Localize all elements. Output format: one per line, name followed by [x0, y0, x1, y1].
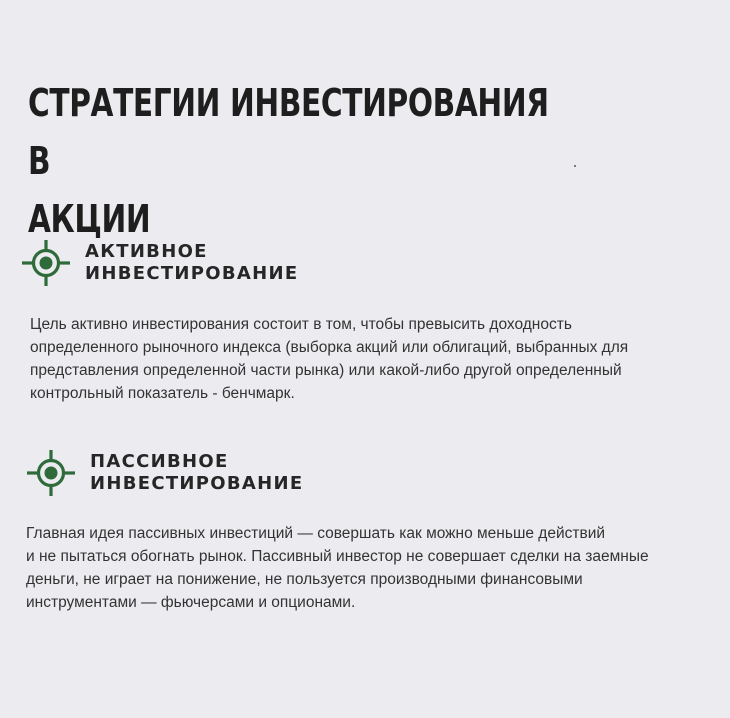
section-title-line-2: ИНВЕСТИРОВАНИЕ	[90, 473, 304, 494]
section-active-text	[30, 313, 710, 405]
text-line: Главная идея пассивных инвестиций — совершать как можно меньше действий	[26, 525, 606, 542]
page-title	[28, 74, 558, 248]
text-line: Цель активно инвестирования состоит в том, чтобы превысить доходность	[30, 316, 572, 333]
section-passive-header	[26, 448, 303, 498]
section-passive-text	[26, 522, 706, 614]
section-title-line-1: ПАССИВНОЕ	[90, 451, 229, 472]
text-line: представления определенной части рынка) или какой-либо другой определенный	[30, 362, 622, 379]
section-title-line-1: АКТИВНОЕ	[85, 241, 208, 262]
section-active-title	[85, 241, 298, 285]
text-line: и не пытаться обогнать рынок. Пассивный инвестор не совершает сделки на заемные	[26, 548, 649, 565]
text-line: деньги, не играет на понижение, не пользуется производными финансовыми	[26, 571, 583, 588]
section-title-line-2: ИНВЕСТИРОВАНИЕ	[85, 263, 299, 284]
text-line: определенного рыночного индекса (выборка акций или облигаций, выбранных для	[30, 339, 629, 356]
section-active-header	[21, 238, 298, 288]
text-line: инструментами — фьючерсами и опционами.	[26, 594, 356, 611]
section-passive-title	[90, 451, 303, 495]
target-crosshair-icon	[21, 238, 71, 288]
text-line: контрольный показатель - бенчмарк.	[30, 385, 295, 402]
page-title-line-1: СТРАТЕГИИ ИНВЕСТИРОВАНИЯ В	[28, 81, 549, 183]
target-crosshair-icon	[26, 448, 76, 498]
page-title-line-2: АКЦИИ	[28, 197, 151, 241]
decorative-dot	[574, 165, 576, 167]
